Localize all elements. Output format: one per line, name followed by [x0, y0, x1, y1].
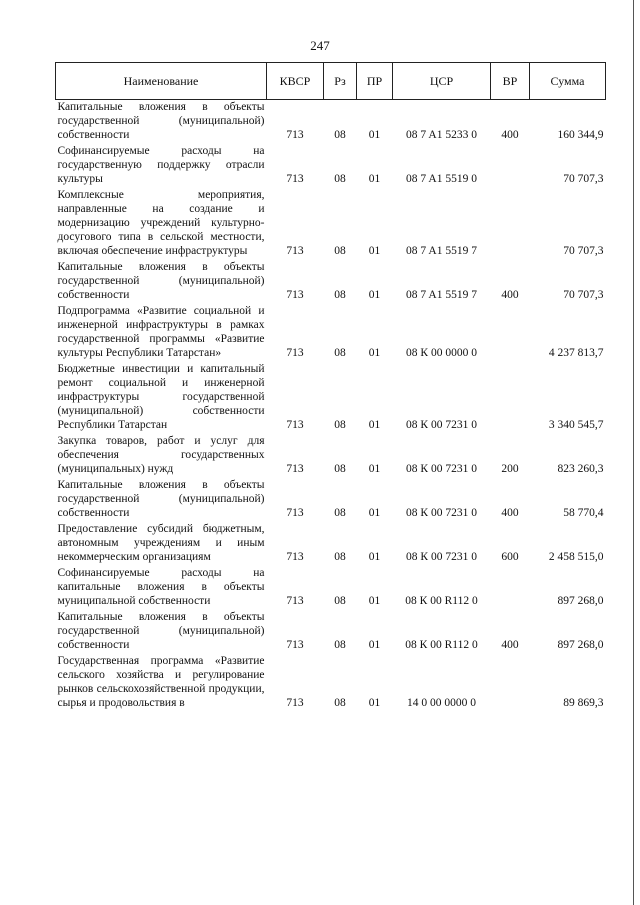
- cell-pr: 01: [368, 697, 381, 709]
- cell-pr: 01: [368, 551, 381, 563]
- cell-rz: 08: [334, 639, 346, 651]
- table-row: [56, 100, 606, 145]
- cell-name: Предоставление субсидий бюджетным, автономным учреждениям и иным некоммерческим организациям: [57, 523, 265, 563]
- cell-sum: 70 707,3: [563, 245, 604, 257]
- cell-vr: [491, 144, 530, 188]
- cell-csr: 08 К 00 7231 0: [406, 463, 477, 475]
- cell-kvsr: 713: [286, 697, 304, 709]
- cell-sum: 89 869,3: [563, 697, 604, 709]
- table-body: [56, 100, 606, 713]
- cell-vr: [491, 188, 530, 260]
- cell-sum: 823 260,3: [557, 463, 604, 475]
- table-header: [56, 63, 606, 100]
- cell-sum: 58 770,4: [563, 507, 604, 519]
- header-pr: ПР: [357, 63, 393, 100]
- cell-vr: [491, 304, 530, 362]
- table-row: [56, 522, 606, 566]
- cell-pr: 01: [368, 289, 381, 301]
- table-row: [56, 434, 606, 478]
- cell-vr: [491, 566, 530, 610]
- cell-sum: 160 344,9: [557, 129, 604, 141]
- cell-csr: 08 К 00 7231 0: [406, 551, 477, 563]
- cell-rz: 08: [334, 419, 346, 431]
- cell-pr: 01: [368, 129, 381, 141]
- table-row: [56, 478, 606, 522]
- cell-sum: 2 458 515,0: [548, 551, 604, 563]
- cell-name: Капитальные вложения в объекты государственной (муниципальной) собственности: [57, 261, 265, 301]
- page-number: 247: [310, 38, 330, 53]
- table-row: [56, 144, 606, 188]
- cell-sum: 897 268,0: [557, 595, 604, 607]
- table-row: [56, 260, 606, 304]
- cell-vr: [491, 362, 530, 434]
- cell-csr: 08 К 00 7231 0: [406, 419, 477, 431]
- cell-csr: 08 7 A1 5519 7: [406, 289, 477, 301]
- header-name: Наименование: [56, 63, 267, 100]
- cell-rz: 08: [334, 173, 346, 185]
- header-vr: ВР: [491, 63, 530, 100]
- cell-sum: 3 340 545,7: [548, 419, 604, 431]
- cell-sum: 897 268,0: [557, 639, 604, 651]
- cell-pr: 01: [368, 173, 381, 185]
- cell-pr: 01: [368, 245, 381, 257]
- cell-kvsr: 713: [286, 639, 304, 651]
- cell-rz: 08: [334, 245, 346, 257]
- cell-name: Бюджетные инвестиции и капитальный ремонт социальной и инженерной инфраструктуры государственной (муниципальной) собственности Республики Татарстан: [57, 363, 265, 431]
- table-row: [56, 362, 606, 434]
- cell-vr: 400: [501, 289, 519, 301]
- cell-rz: 08: [334, 463, 346, 475]
- header-sum: Сумма: [530, 63, 606, 100]
- cell-rz: 08: [334, 697, 346, 709]
- cell-kvsr: 713: [286, 129, 304, 141]
- table-row: [56, 188, 606, 260]
- cell-kvsr: 713: [286, 245, 304, 257]
- cell-csr: 08 К 00 R112 0: [405, 595, 478, 607]
- cell-kvsr: 713: [286, 289, 304, 301]
- cell-name: Капитальные вложения в объекты государственной (муниципальной) собственности: [57, 479, 265, 519]
- cell-pr: 01: [368, 639, 381, 651]
- table-row: [56, 654, 606, 712]
- cell-vr: 600: [501, 551, 519, 563]
- cell-kvsr: 713: [286, 595, 304, 607]
- cell-rz: 08: [334, 289, 346, 301]
- table-row: [56, 610, 606, 654]
- header-csr: ЦСР: [393, 63, 491, 100]
- cell-sum: 4 237 813,7: [548, 347, 604, 359]
- cell-csr: 08 К 00 0000 0: [406, 347, 477, 359]
- page-edge-line: [633, 0, 634, 905]
- header-rz: Рз: [324, 63, 357, 100]
- cell-rz: 08: [334, 347, 346, 359]
- cell-name: Комплексные мероприятия, направленные на создание и модернизацию учреждений культурно-досугового типа в сельской местности, включая обеспечение инфраструктуры: [57, 189, 265, 257]
- cell-sum: 70 707,3: [563, 289, 604, 301]
- cell-rz: 08: [334, 595, 346, 607]
- cell-kvsr: 713: [286, 419, 304, 431]
- cell-vr: [491, 654, 530, 712]
- cell-csr: 14 0 00 0000 0: [407, 697, 476, 709]
- cell-name: Закупка товаров, работ и услуг для обеспечения государственных (муниципальных) нужд: [57, 435, 265, 475]
- cell-name: Софинансируемые расходы на капитальные вложения в объекты муниципальной собственности: [57, 567, 265, 607]
- cell-name: Подпрограмма «Развитие социальной и инженерной инфраструктуры в рамках государственной программы «Развитие культуры Республики Татарстан»: [57, 305, 265, 359]
- cell-kvsr: 713: [286, 463, 304, 475]
- cell-kvsr: 713: [286, 507, 304, 519]
- cell-pr: 01: [368, 507, 381, 519]
- cell-pr: 01: [368, 595, 381, 607]
- cell-vr: 400: [501, 639, 519, 651]
- cell-csr: 08 7 A1 5233 0: [406, 129, 477, 141]
- cell-name: Софинансируемые расходы на государственную поддержку отрасли культуры: [57, 145, 265, 185]
- cell-csr: 08 К 00 R112 0: [405, 639, 478, 651]
- cell-vr: 400: [501, 129, 519, 141]
- cell-vr: 400: [501, 507, 519, 519]
- cell-kvsr: 713: [286, 173, 304, 185]
- header-row: [56, 63, 606, 100]
- cell-name: Капитальные вложения в объекты государственной (муниципальной) собственности: [57, 101, 265, 141]
- cell-name: Капитальные вложения в объекты государственной (муниципальной) собственности: [57, 611, 265, 651]
- cell-rz: 08: [334, 551, 346, 563]
- cell-csr: 08 7 A1 5519 7: [406, 245, 477, 257]
- cell-pr: 01: [368, 347, 381, 359]
- cell-kvsr: 713: [286, 347, 304, 359]
- cell-kvsr: 713: [286, 551, 304, 563]
- cell-pr: 01: [368, 463, 381, 475]
- table-row: [56, 566, 606, 610]
- budget-table: [55, 62, 606, 712]
- cell-rz: 08: [334, 129, 346, 141]
- table-row: [56, 304, 606, 362]
- cell-csr: 08 7 A1 5519 0: [406, 173, 477, 185]
- cell-vr: 200: [501, 463, 519, 475]
- header-kvsr: КВСР: [267, 63, 324, 100]
- cell-pr: 01: [368, 419, 381, 431]
- cell-rz: 08: [334, 507, 346, 519]
- cell-name: Государственная программа «Развитие сельского хозяйства и регулирование рынков сельскохозяйственной продукции, сырья и продовольствия в: [57, 655, 265, 709]
- cell-csr: 08 К 00 7231 0: [406, 507, 477, 519]
- cell-sum: 70 707,3: [563, 173, 604, 185]
